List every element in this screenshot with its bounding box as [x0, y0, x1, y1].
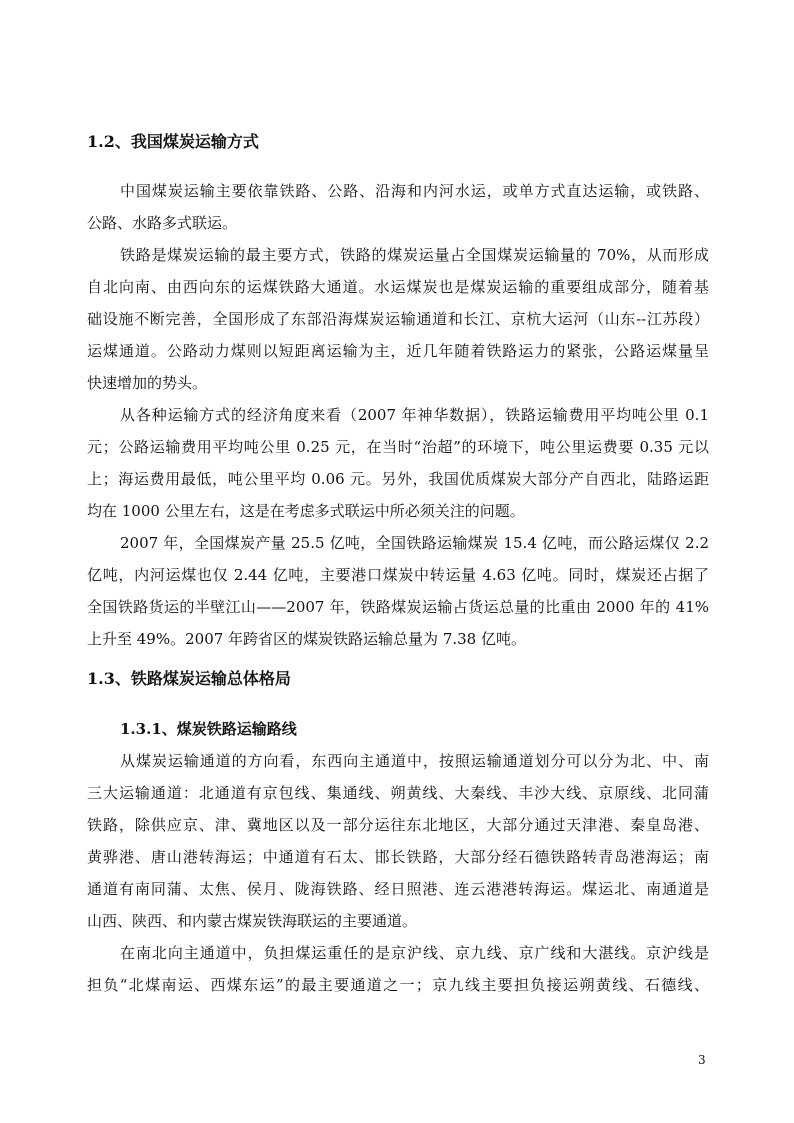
- paragraph-line: 从煤炭运输通道的方向看，东西向主通道中，按照运输通道划分可以分为北、中、南: [120, 752, 709, 770]
- paragraph-line: 上；海运费用最低，吨公里平均 0.06 元。另外，我国优质煤炭大部分产自西北，陆路运距: [87, 470, 709, 488]
- paragraph-line: 全国铁路货运的半壁江山——2007 年，铁路煤炭运输占货运总量的比重由 2000 年的 41%: [87, 598, 709, 616]
- section-heading-1-3: 1.3、铁路煤炭运输总体格局: [87, 669, 291, 688]
- paragraph-line: 公路、水路多式联运。: [87, 214, 238, 232]
- paragraph-line: 亿吨，内河运煤也仅 2.44 亿吨，主要港口煤炭中转运量 4.63 亿吨。同时，煤炭还占据了: [87, 566, 709, 584]
- paragraph-line: 中国煤炭运输主要依靠铁路、公路、沿海和内河水运，或单方式直达运输，或铁路、: [120, 182, 709, 200]
- paragraph-line: 在南北向主通道中，负担煤运重任的是京沪线、京九线、京广线和大湛线。京沪线是: [120, 944, 709, 962]
- paragraph-line: 均在 1000 公里左右，这是在考虑多式联运中所必须关注的问题。: [87, 502, 525, 520]
- paragraph-transport-modes: [87, 175, 709, 239]
- paragraph-line: 铁路，除供应京、津、冀地区以及一部分运往东北地区，大部分通过天津港、秦皇岛港、: [87, 816, 709, 834]
- paragraph-line: 元；公路运输费用平均吨公里 0.25 元，在当时“治超”的环境下，吨公里运费要 0.35 元以: [87, 438, 709, 456]
- subsection-heading-1-3-1: 1.3.1、煤炭铁路运输路线: [120, 720, 297, 738]
- paragraph-line: 上升至 49%。2007 年跨省区的煤炭铁路运输总量为 7.38 亿吨。: [87, 630, 526, 648]
- paragraph-line: 础设施不断完善，全国形成了东部沿海煤炭运输通道和长江、京杭大运河（山东--江苏段）: [87, 310, 709, 328]
- paragraph-2007-statistics: [87, 527, 709, 655]
- paragraph-railway-share: [87, 239, 709, 399]
- paragraph-east-west-channels: [87, 745, 709, 937]
- paragraph-line: 黄骅港、唐山港转海运；中通道有石太、邯长铁路，大部分经石德铁路转青岛港海运；南: [87, 848, 709, 866]
- paragraph-line: 铁路是煤炭运输的最主要方式，铁路的煤炭运量占全国煤炭运输量的 70%，从而形成: [120, 246, 709, 264]
- paragraph-line: 三大运输通道：北通道有京包线、集通线、朔黄线、大秦线、丰沙大线、京原线、北同蒲: [87, 784, 709, 802]
- paragraph-line: 山西、陕西、和内蒙古煤炭铁海联运的主要通道。: [87, 912, 418, 930]
- paragraph-line: 担负“北煤南运、西煤东运”的最主要通道之一；京九线主要担负接运朔黄线、石德线、: [87, 976, 709, 994]
- paragraph-line: 运煤通道。公路动力煤则以短距离运输为主，近几年随着铁路运力的紧张，公路运煤量呈: [87, 342, 709, 360]
- paragraph-line: 通道有南同蒲、太焦、侯月、陇海铁路、经日照港、连云港港转海运。煤运北、南通道是: [87, 880, 709, 898]
- paragraph-line: 快速增加的势头。: [87, 374, 208, 392]
- paragraph-line: 2007 年，全国煤炭产量 25.5 亿吨，全国铁路运输煤炭 15.4 亿吨，而公路运煤仅 2.2: [120, 534, 709, 552]
- paragraph-line: 自北向南、由西向东的运煤铁路大通道。水运煤炭也是煤炭运输的重要组成部分，随着基: [87, 278, 709, 296]
- paragraph-line: 从各种运输方式的经济角度来看（2007 年神华数据），铁路运输费用平均吨公里 0.1: [120, 406, 709, 424]
- page-number: 3: [698, 1053, 706, 1067]
- paragraph-transport-costs: [87, 399, 709, 527]
- section-heading-1-2: 1.2、我国煤炭运输方式: [87, 132, 259, 151]
- paragraph-north-south-channels: [87, 937, 709, 1001]
